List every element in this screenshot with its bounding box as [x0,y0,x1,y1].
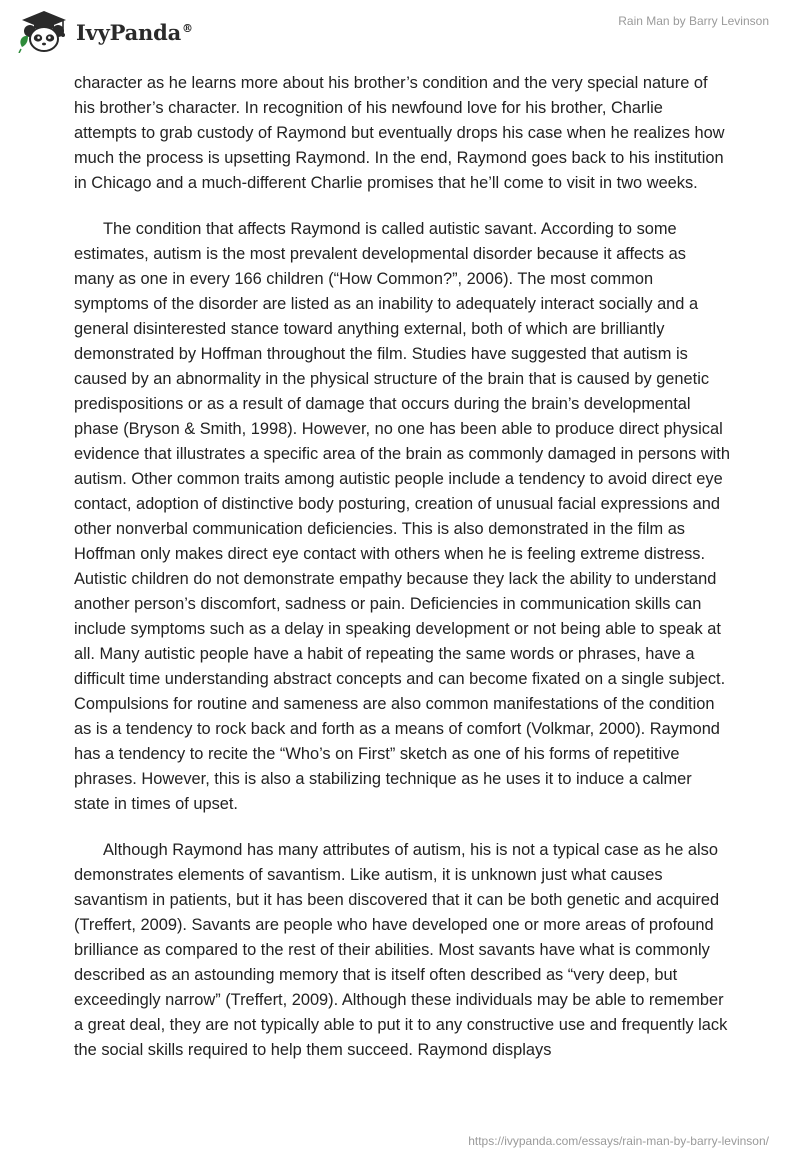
source-url[interactable]: https://ivypanda.com/essays/rain-man-by-barry-levinson/ [468,1134,769,1148]
page-header [0,0,800,68]
brand-logo[interactable] [16,9,193,53]
brand-name: IvyPanda® [76,19,193,45]
panda-graduate-logo-icon [16,9,72,53]
essay-paragraph: The condition that affects Raymond is called autistic savant. According to some estimates, autism is the most prevalent developmental disorder because it affects as many as one in every 166 children (“How Common?”, 2006). The most common symptoms of the disorder are listed as an inability to adequately interact socially and a general disinterested stance toward anything external, both of which are brilliantly demonstrated by Hoffman throughout the film. Studies have suggested that autism is caused by an abnormality in the physical structure of the brain that is caused by genetic predispositions or as a result of damage that occurs during the brain’s developmental phase (Bryson & Smith, 1998). However, no one has been able to produce direct physical evidence that illustrates a specific area of the brain as commonly damaged in persons with autism. Other common traits among autistic people include a tendency to avoid direct eye contact, adoption of distinctive body posturing, creation of unusual facial expressions and other nonverbal communication deficiencies. This is also demonstrated in the film as Hoffman only makes direct eye contact with others when he is feeling extreme distress. Autistic children do not demonstrate empathy because they lack the ability to understand another person’s discomfort, sadness or pain. Deficiencies in communication skills can include symptoms such as a delay in speaking development or not being able to speak at all. Many autistic people have a habit of repeating the same words or phrases, have a difficult time understanding abstract concepts and can become fixated on a single subject. Compulsions for routine and sameness are also common manifestations of the condition as is a tendency to rock back and forth as a means of comfort (Volkmar, 2000). Raymond has a tendency to recite the “Who’s on First” sketch as one of his forms of repetitive phrases. However, this is also a stabilizing technique as he uses it to induce a calmer state in times of upset. [74,220,730,813]
essay-body [74,71,730,1084]
document-title: Rain Man by Barry Levinson [618,14,769,28]
essay-paragraph: character as he learns more about his brother’s condition and the very special nature of his brother’s character. In recognition of his newfound love for his brother, Charlie attempts to grab custody of Raymond but eventually drops his case when he realizes how much the process is upsetting Raymond. In the end, Raymond goes back to his institution in Chicago and a much-different Charlie promises that he’ll come to visit in two weeks. [74,74,725,192]
essay-paragraph: Although Raymond has many attributes of autism, his is not a typical case as he also demonstrates elements of savantism. Like autism, it is unknown just what causes savantism in patients, but it has been discovered that it can be both genetic and acquired (Treffert, 2009). Savants are people who have developed one or more areas of profound brilliance as compared to the rest of their abilities. Most savants have what is commonly described as an astounding memory that is itself often described as “very deep, but exceedingly narrow” (Treffert, 2009). Although these individuals may be able to remember a great deal, they are not typically able to put it to any constructive use and frequently lack the social skills required to help them succeed. Raymond displays [74,841,728,1059]
